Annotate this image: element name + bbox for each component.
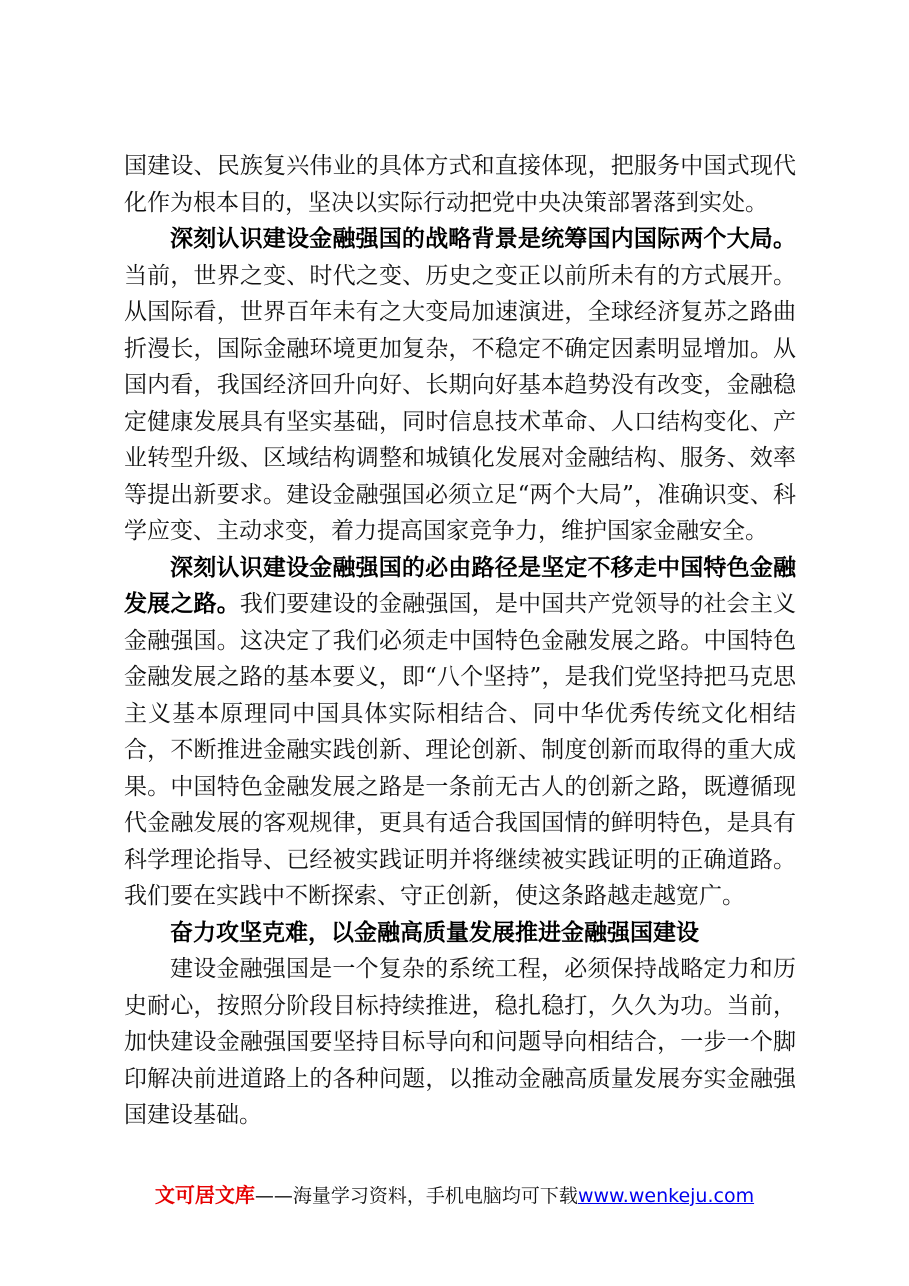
paragraph-text: 建设金融强国是一个复杂的系统工程，必须保持战略定力和历史耐心，按照分阶段目标持续推进，稳扎稳打，久久为功。当前，加快建设金融强国要坚持目标导向和问题导向相结合，一步一个脚印解决前进道路上的各种问题，以推动金融高质量发展夯实金融强国建设基础。 <box>124 956 796 1128</box>
section-heading: 奋力攻坚克难，以金融高质量发展推进金融强国建设 <box>170 919 699 946</box>
paragraph-text: 国建设、民族复兴伟业的具体方式和直接体现，把服务中国式现代化作为根本目的，坚决以实际行动把党中央决策部署落到实处。 <box>124 153 796 216</box>
footer-link[interactable]: www.wenkeju.com <box>577 1185 755 1207</box>
paragraph-text: 我们要建设的金融强国，是中国共产党领导的社会主义金融强国。这决定了我们必须走中国特色金融发展之路。中国特色金融发展之路的基本要义，即“八个坚持”，是我们党坚持把马克思主义基本原理同中国具体实际相结合、同中华优秀传统文化相结合，不断推进金融实践创新、理论创新、制度创新而取得的重大成果。中国特色金融发展之路是一条前无古人的创新之路，既遵循现代金融发展的客观规律，更具有适合我国国情的鲜明特色，是具有科学理论指导、已经被实践证明并将继续被实践证明的正确道路。我们要在实践中不断探索、守正创新，使这条路越走越宽广。 <box>124 591 797 909</box>
document-body <box>124 148 796 1134</box>
paragraph-development-path <box>124 550 796 915</box>
footer-brand: 文可居文库 <box>154 1183 255 1207</box>
paragraph-continuation <box>124 148 796 221</box>
paragraph-strategic-background <box>124 221 796 550</box>
footer-watermark <box>0 1181 909 1210</box>
paragraph-text: 当前，世界之变、时代之变、历史之变正以前所未有的方式展开。从国际看，世界百年未有之大变局加速演进，全球经济复苏之路曲折漫长，国际金融环境更加复杂，不稳定不确定因素明显增加。从国内看，我国经济回升向好、长期向好基本趋势没有改变，金融稳定健康发展具有坚实基础，同时信息技术革命、人口结构变化、产业转型升级、区域结构调整和城镇化发展对金融结构、服务、效率等提出新要求。建设金融强国必须立足“两个大局”，准确识变、科学应变、主动求变，着力提高国家竞争力，维护国家金融安全。 <box>124 262 796 544</box>
paragraph-lead: 深刻认识建设金融强国的必由路径是坚定不移走中国特色金融发展之路。 <box>124 554 796 617</box>
paragraph-system-engineering <box>124 951 796 1134</box>
footer-tagline: ——海量学习资料，手机电脑均可下载 <box>254 1185 578 1207</box>
paragraph-lead: 深刻认识建设金融强国的战略背景是统筹国内国际两个大局。 <box>170 226 796 252</box>
